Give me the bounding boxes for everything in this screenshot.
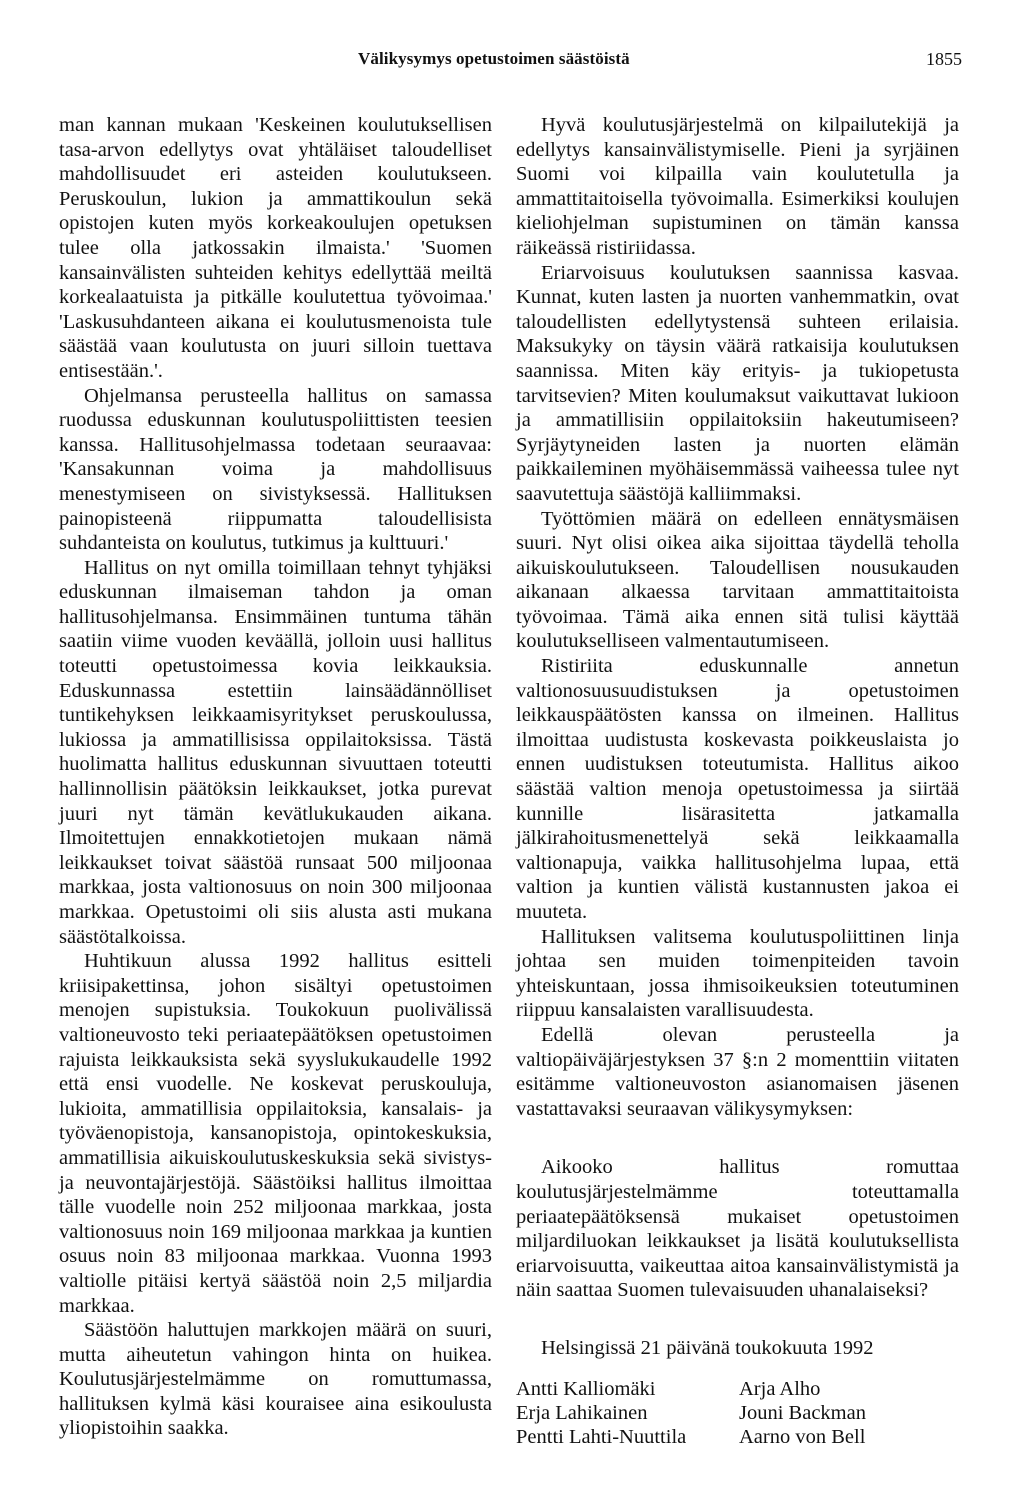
paragraph: man kannan mukaan 'Keskeinen koulutuksellisen tasa-arvon edellytys ovat yhtäläiset taloudelliset mahdollisuudet eri asteiden koulutukseen. Peruskoulun, lukion ja ammattikoulun sekä opistojen kuten myös korkeakoulujen opetuksen tulee olla jatkossakin ilmaista.' 'Suomen kansainvälisten suhteiden kehitys edellyttää meiltä korkealaatuista ja pitkälle koulutettua työvoimaa.' 'Laskusuhdanteen aikana ei koulutusmenoista tule säästää vaan koulutusta on juuri silloin tuettava entisestään.'.: [59, 114, 492, 382]
paragraph: Työttömien määrä on edelleen ennätysmäisen suuri. Nyt olisi oikea aika sijoittaa täydellä teholla aikuiskoulutukseen. Taloudellisen nousukauden aikanaan alkaessa tarvitaan ammattitaitoista työvoimaa. Tämä aika ennen sitä tulisi käyttää koulutukselliseen valmentautumiseen.: [516, 507, 959, 653]
page-number: 1855: [926, 49, 962, 69]
paragraph: Edellä olevan perusteella ja valtiopäiväjärjestyksen 37 §:n 2 momenttiin viitaten esitämme valtioneuvoston asianomaisen jäsenen vastattavaksi seuraavan välikysymyksen:: [516, 1023, 959, 1120]
signatory-name: Erja Lahikainen: [516, 1401, 648, 1424]
signatory-name: Pentti Lahti-Nuuttila: [516, 1425, 687, 1448]
signatory-name: Antti Kalliomäki: [516, 1377, 656, 1400]
paragraph: Ohjelmansa perusteella hallitus on samassa ruodussa eduskunnan koulutuspoliittisten teesien kanssa. Hallitusohjelmassa todetaan seuraavaa: 'Kansakunnan voima ja mahdollisuus menestymiseen on sivistyksessä. Hallituksen painopisteenä riippumatta taloudellisista suhdanteista on koulutus, tutkimus ja kulttuuri.': [59, 384, 492, 555]
paragraph: Huhtikuun alussa 1992 hallitus esitteli kriisipakettinsa, johon sisältyi opetustoimen menojen supistuksia. Toukokuun puolivälissä valtioneuvosto teki periaatepäätöksen opetustoimen rajuista leikkauksista sekä syyslukukaudelle 1992 että ensi vuodelle. Ne koskevat peruskouluja, lukioita, ammatillisia oppilaitoksia, kansalais- ja työväenopistoja, kansanopistoja, opintokeskuksia, ammatillisia aikuiskoulutuskeskuksia sekä sivistys- ja neuvontajärjestöjä. Säästöiksi hallitus ilmoittaa tälle vuodelle noin 252 miljoonaa markkaa, josta valtionosuus noin 169 miljoonaa markkaa ja kuntien osuus noin 83 miljoonaa markkaa. Vuonna 1993 valtiolle pitäisi kertyä säästöä noin 2,5 miljardia markkaa.: [59, 950, 492, 1317]
signatories: [516, 1377, 959, 1449]
paragraph: Säästöön haluttujen markkojen määrä on suuri, mutta aiheutetun vahingon hinta on huikea. Koulutusjärjestelmämme on romuttumassa, hallituksen kylmä käsi kouraisee aina esikoulusta yliopistoihin saakka.: [59, 1319, 492, 1440]
signatory-name: Aarno von Bell: [739, 1425, 866, 1448]
right-column: [516, 113, 959, 1449]
place-date: Helsingissä 21 päivänä toukokuuta 1992: [541, 1336, 874, 1359]
page-header: [0, 45, 1024, 75]
interpellation-question: Aikooko hallitus romuttaa koulutusjärjestelmämme toteuttamalla periaatepäätöksensä mukaiset opetustoimen miljardiluokan leikkaukset ja lisätä koulutuksellista eriarvoisuutta, vaikeuttaa aitoa kansainvälistymistä ja näin saattaa Suomen tulevaisuuden uhanalaiseksi?: [516, 1156, 959, 1302]
signatory-name: Jouni Backman: [739, 1401, 866, 1424]
left-column: [59, 113, 492, 1441]
running-title: Välikysymys opetustoimen säästöistä: [358, 49, 630, 68]
paragraph: Ristiriita eduskunnalle annetun valtionosuusuudistuksen ja opetustoimen leikkauspäätösten kanssa on ilmeinen. Hallitus ilmoittaa uudistusta koskevasta poikkeuslaista jo ennen uudistuksen toteutumista. Hallitus aikoo säästää valtion menoja opetustoimessa ja siirtää kunnille lisärasitetta jatkamalla jälkirahoitusmenettelyä sekä leikkaamalla valtionapuja, vaikka hallitusohjelma lupaa, että valtion ja kuntien välistä kustannusten jakoa ei muuteta.: [516, 655, 959, 923]
paragraph: Hallituksen valitsema koulutuspoliittinen linja johtaa sen muiden toimenpiteiden tavoin yhteiskuntaan, jossa ihmisoikeuksien toteutuminen riippuu kansalaisten varallisuudesta.: [516, 925, 959, 1022]
signatory-name: Arja Alho: [739, 1377, 821, 1400]
paragraph: Hyvä koulutusjärjestelmä on kilpailutekijä ja edellytys kansainvälistymiselle. Pieni ja syrjäinen Suomi voi kilpailla vain koulutetulla ja ammattitaitoisella työvoimalla. Esimerkiksi koulujen kieliohjelman supistuminen on tämän kanssa räikeässä ristiriidassa.: [516, 114, 959, 259]
paragraph: Eriarvoisuus koulutuksen saannissa kasvaa. Kunnat, kuten lasten ja nuorten vanhemmatkin, ovat taloudellisten edellytystensä suhteen erilaisia. Maksukyky on täysin väärä ratkaisija koulutuksen saannissa. Miten käy erityis- ja tukiopetusta tarvitsevien? Miten koulumaksut vaikuttavat lukioon ja ammatillisiin oppilaitoksiin hakeutumiseen? Syrjäytyneiden lasten ja nuorten elämän paikkaileminen myöhäisemmässä vaiheessa tulee nyt saavutettuja säästöjä kalliimmaksi.: [516, 261, 959, 505]
paragraph: Hallitus on nyt omilla toimillaan tehnyt tyhjäksi eduskunnan ilmaiseman tahdon ja oman hallitusohjelmansa. Ensimmäinen tuntuma tähän saatiin viime vuoden keväällä, jolloin uusi hallitus toteutti opetustoimessa kovia leikkauksia. Eduskunnassa estettiin lainsäädännölliset tuntikehyksen leikkaamisyritykset peruskoulussa, lukiossa ja ammatillisissa oppilaitoksissa. Tästä huolimatta hallitus eduskunnan sivuuttaen toteutti hallinnollisin päätöksin leikkaukset, jotka purevat juuri nyt tämän kevätlukukauden aikana. Ilmoitettujen ennakkotietojen mukaan nämä leikkaukset toivat säästöä runsaat 500 miljoonaa markkaa, josta valtionosuus on noin 300 miljoonaa markkaa. Opetustoimi oli siis alusta asti mukana säästötalkoissa.: [59, 556, 492, 948]
